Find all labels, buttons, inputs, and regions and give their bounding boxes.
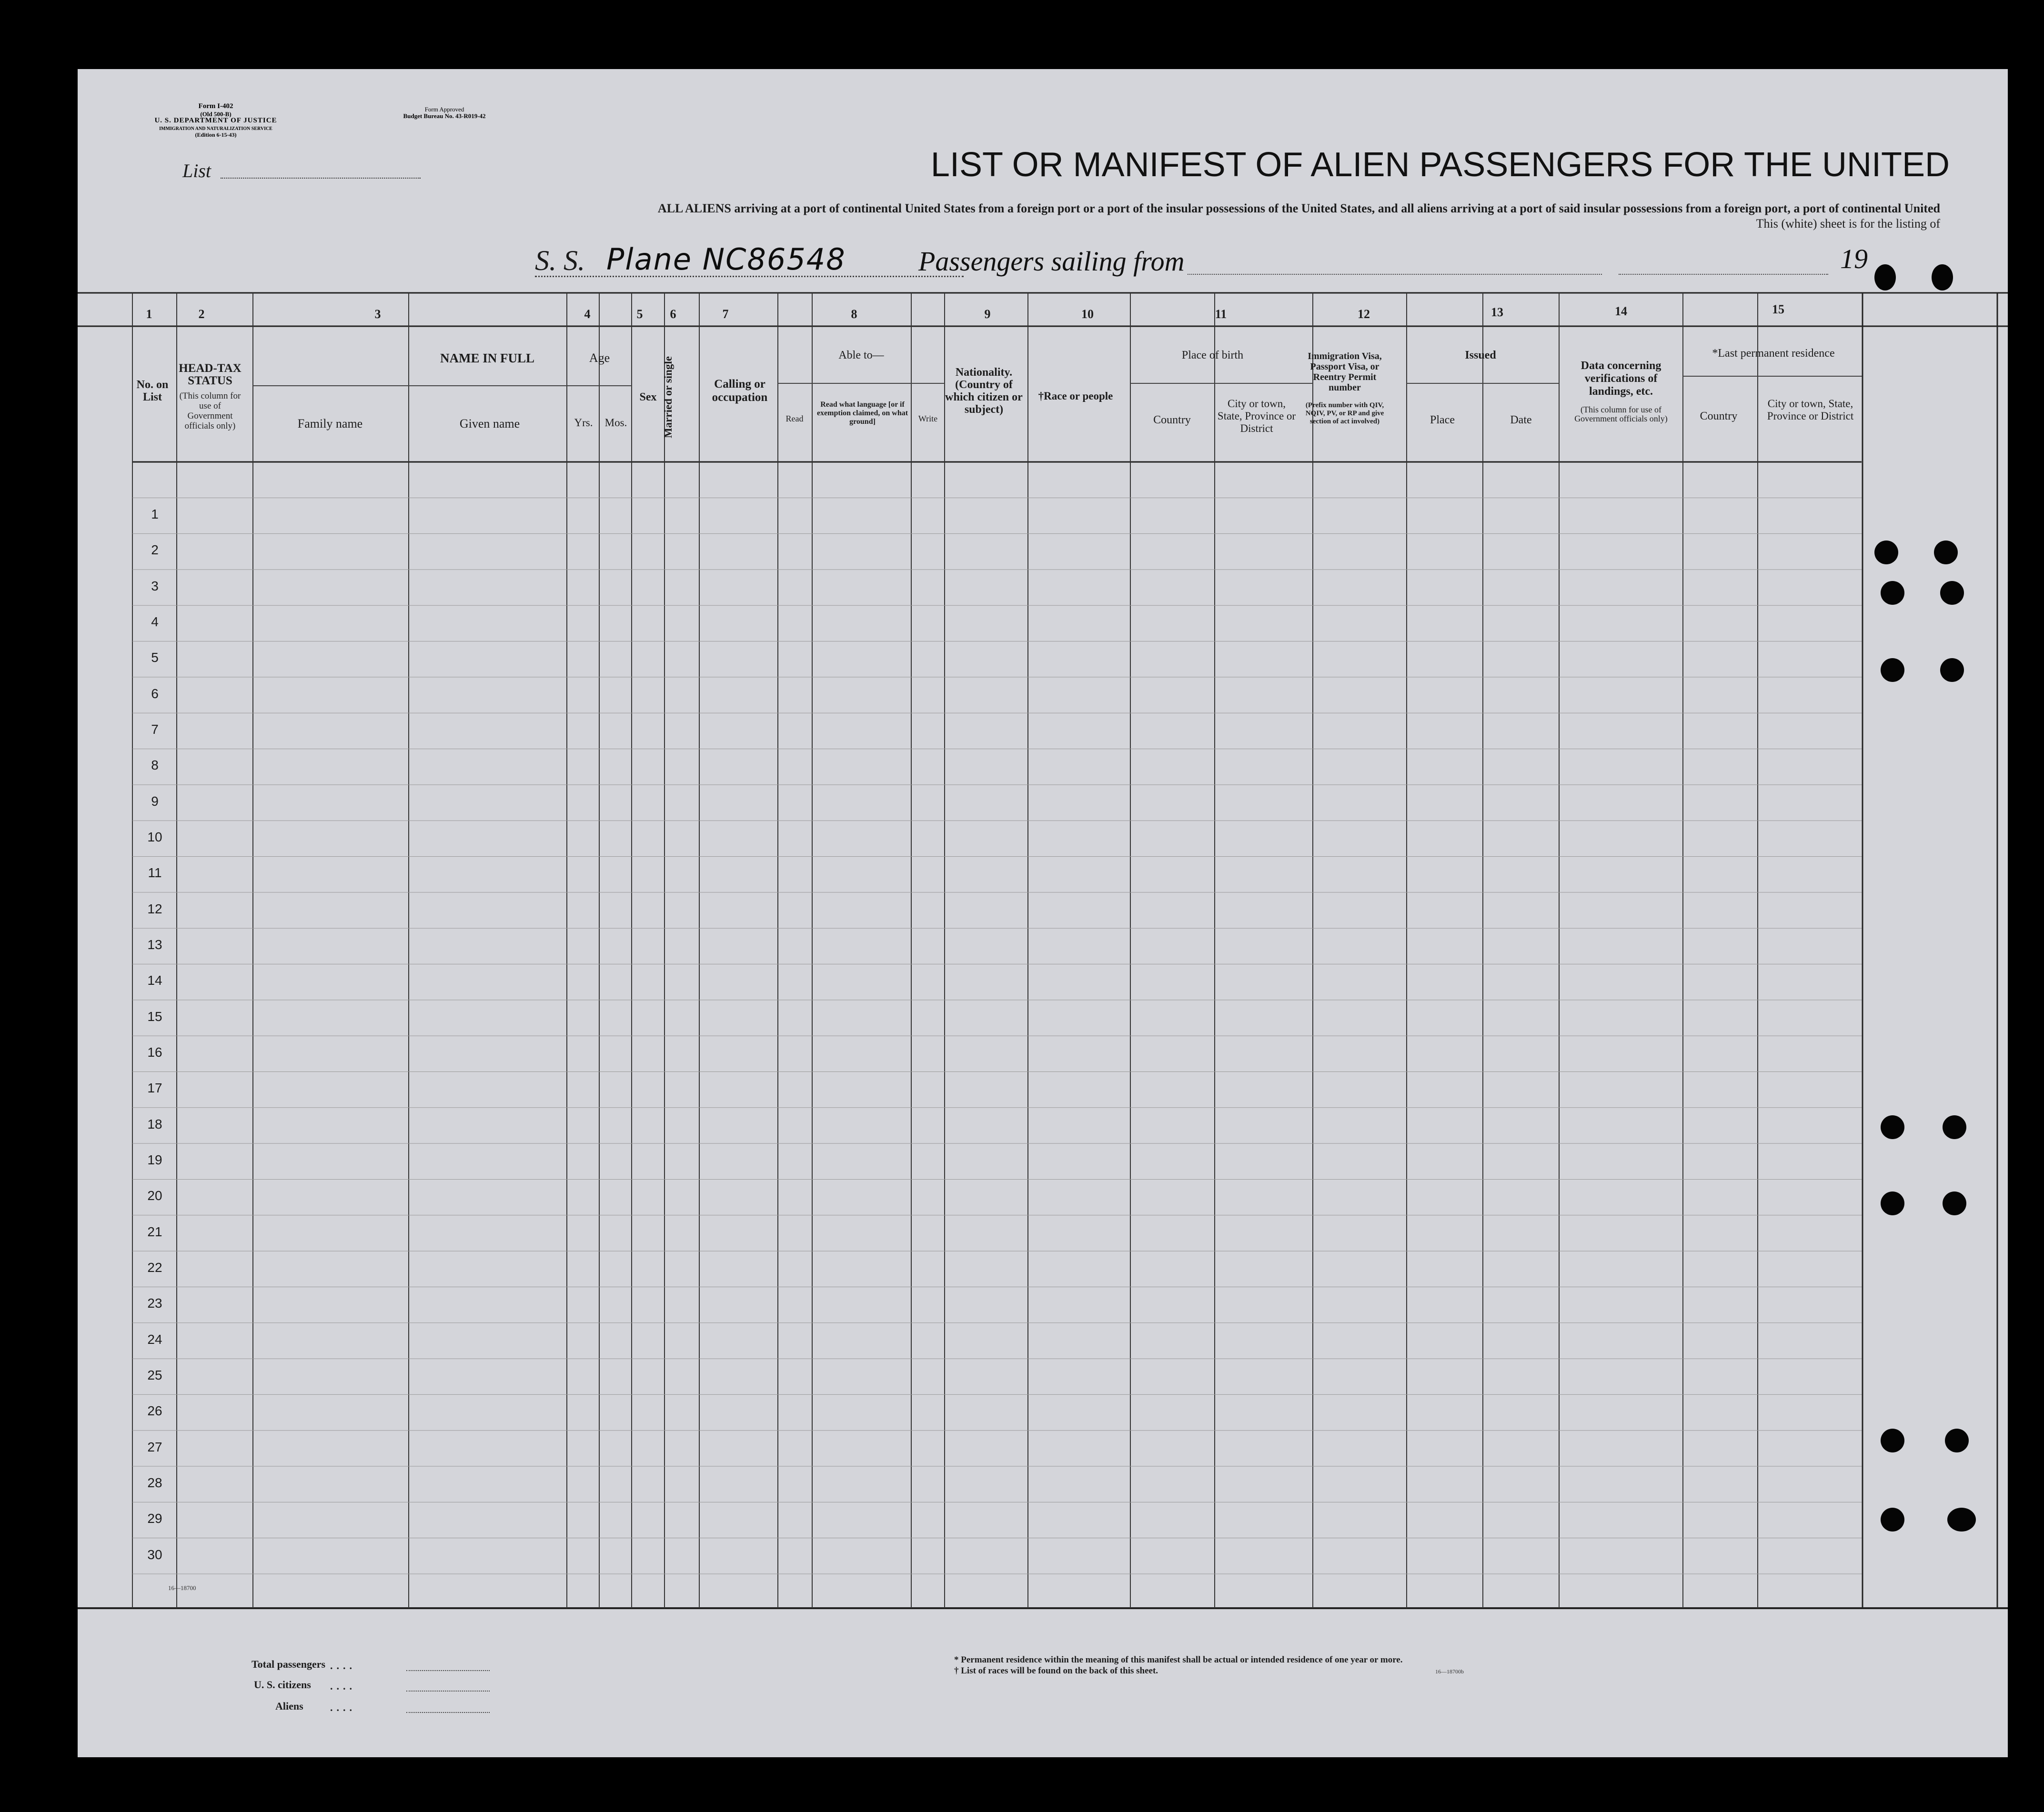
hdr-pob-city: City or town, State, Province or District bbox=[1217, 398, 1296, 434]
col-num-4: 4 bbox=[584, 307, 591, 321]
col-num-12: 12 bbox=[1358, 307, 1370, 321]
old-form-number: (Old 500-B) bbox=[200, 110, 232, 118]
col-num-15: 15 bbox=[1772, 302, 1784, 316]
row-number: 18 bbox=[147, 1116, 162, 1131]
row-number: 5 bbox=[151, 650, 159, 665]
punch-hole bbox=[1945, 1429, 1969, 1452]
aliens-label: Aliens bbox=[275, 1700, 303, 1712]
punch-hole bbox=[1881, 658, 1904, 682]
col-num-7: 7 bbox=[722, 307, 729, 321]
form-code-left: 16—18700 bbox=[168, 1584, 196, 1592]
row-number: 22 bbox=[147, 1260, 162, 1275]
footnote-permanent: * Permanent residence within the meaning of this manifest shall be actual or intended residence of one year or more. bbox=[954, 1655, 1403, 1665]
hdr-yrs: Yrs. bbox=[574, 417, 593, 429]
punch-hole bbox=[1881, 581, 1904, 605]
row-number: 27 bbox=[147, 1439, 162, 1454]
row-number: 7 bbox=[151, 722, 159, 737]
row-number: 20 bbox=[147, 1188, 162, 1203]
row-number: 28 bbox=[147, 1475, 162, 1490]
row-number: 6 bbox=[151, 686, 159, 701]
col-num-9: 9 bbox=[984, 307, 991, 321]
row-number: 23 bbox=[147, 1296, 162, 1311]
row-number: 14 bbox=[147, 973, 162, 988]
punch-hole bbox=[1874, 541, 1898, 564]
hdr-married-or-single: Married or single bbox=[662, 356, 674, 439]
hdr-race: †Race or people bbox=[1038, 390, 1113, 402]
punch-hole bbox=[1881, 1115, 1904, 1139]
hdr-place-of-birth: Place of birth bbox=[1181, 349, 1244, 361]
row-number: 3 bbox=[151, 578, 159, 593]
hdr-sex: Sex bbox=[639, 391, 657, 403]
subtitle-line-2: This (white) sheet is for the listing of bbox=[1756, 217, 1940, 230]
dots-3: .... bbox=[330, 1702, 356, 1713]
subtitle-line-1: ALL ALIENS arriving at a port of continental United States from a foreign port or a port of the insular possessions of the United States, and all aliens arriving at a port of said insular possessions from a foreign port, a port of continental United bbox=[657, 201, 1940, 215]
edition: (Edition 6-15-43) bbox=[195, 131, 237, 138]
col-num-8: 8 bbox=[851, 307, 857, 321]
punch-hole bbox=[1940, 658, 1964, 682]
hdr-head-tax: HEAD-TAX STATUS bbox=[179, 362, 242, 387]
passengers-sailing-label: Passengers sailing from bbox=[918, 246, 1185, 277]
hdr-given-name: Given name bbox=[459, 417, 520, 430]
col-num-5: 5 bbox=[636, 307, 643, 321]
footnote-code: 16—18700b bbox=[1435, 1668, 1464, 1675]
hdr-family-name: Family name bbox=[297, 417, 363, 430]
punch-hole bbox=[1932, 264, 1953, 290]
hdr-calling: Calling or occupation bbox=[712, 378, 768, 404]
hdr-pob-country: Country bbox=[1153, 414, 1191, 426]
hdr-age: Age bbox=[589, 351, 610, 365]
row-number: 26 bbox=[147, 1403, 162, 1419]
form-number: Form I-402 bbox=[198, 102, 233, 110]
row-number: 9 bbox=[151, 793, 159, 809]
col-num-14: 14 bbox=[1615, 304, 1627, 318]
punch-hole bbox=[1934, 541, 1958, 564]
col-num-2: 2 bbox=[198, 307, 205, 321]
us-citizens-line bbox=[406, 1691, 490, 1692]
row-number: 30 bbox=[147, 1547, 162, 1562]
row-number: 29 bbox=[147, 1511, 162, 1526]
us-citizens-label: U. S. citizens bbox=[254, 1679, 311, 1691]
hdr-issued-date: Date bbox=[1510, 414, 1532, 426]
row-number: 21 bbox=[147, 1224, 162, 1239]
ship-name-handwritten: Plane NC86548 bbox=[606, 242, 846, 277]
list-label: List bbox=[182, 160, 211, 181]
row-number: 4 bbox=[151, 614, 159, 630]
total-passengers-line bbox=[406, 1670, 490, 1671]
hdr-nationality: Nationality. (Country of which citizen or subject) bbox=[945, 366, 1023, 416]
aliens-line bbox=[406, 1712, 490, 1713]
row-number: 25 bbox=[147, 1367, 162, 1382]
hdr-lr-city: City or town, State, Province or District bbox=[1767, 398, 1854, 422]
footnote-races: † List of races will be found on the back of this sheet. bbox=[954, 1666, 1158, 1676]
row-number: 1 bbox=[151, 507, 159, 522]
hdr-no-on-list: No. on List bbox=[136, 379, 169, 403]
row-number: 12 bbox=[147, 901, 162, 916]
col-num-13: 13 bbox=[1491, 305, 1503, 319]
page-title: LIST OR MANIFEST OF ALIEN PASSENGERS FOR THE UNITED bbox=[930, 146, 1950, 184]
hdr-lr-country: Country bbox=[1700, 410, 1738, 422]
punch-hole bbox=[1940, 581, 1964, 605]
row-number: 13 bbox=[147, 937, 162, 952]
row-number: 17 bbox=[147, 1081, 162, 1096]
dots-1: .... bbox=[330, 1660, 356, 1672]
col-num-3: 3 bbox=[374, 307, 381, 321]
row-number: 11 bbox=[148, 865, 162, 881]
table-grid bbox=[78, 69, 2008, 1757]
hdr-head-tax-note: (This column for use of Government officials only) bbox=[179, 391, 241, 431]
hdr-last-residence: *Last permanent residence bbox=[1712, 347, 1835, 360]
hdr-read: Read bbox=[785, 414, 804, 423]
row-number: 2 bbox=[151, 542, 159, 558]
row-number: 10 bbox=[147, 830, 162, 845]
service: IMMIGRATION AND NATURALIZATION SERVICE bbox=[159, 126, 272, 131]
punch-hole bbox=[1874, 264, 1896, 290]
year-label: 19 bbox=[1840, 243, 1868, 274]
punch-hole bbox=[1881, 1429, 1904, 1452]
col-num-6: 6 bbox=[670, 307, 676, 321]
total-passengers-label: Total passengers bbox=[252, 1658, 326, 1670]
punch-hole bbox=[1881, 1508, 1904, 1532]
punch-hole bbox=[1947, 1508, 1976, 1532]
hdr-read-language: Read what language [or if exemption claimed, on what ground] bbox=[816, 400, 908, 426]
hdr-visa: Immigration Visa, Passport Visa, or Reentry Permit number bbox=[1308, 351, 1382, 393]
hdr-write: Write bbox=[918, 414, 938, 423]
hdr-issued: Issued bbox=[1465, 349, 1496, 361]
dots-2: .... bbox=[330, 1680, 356, 1692]
department: U. S. DEPARTMENT OF JUSTICE bbox=[154, 117, 277, 124]
col-num-1: 1 bbox=[146, 307, 152, 321]
row-number: 24 bbox=[147, 1331, 162, 1347]
hdr-mos: Mos. bbox=[604, 417, 627, 429]
punch-hole bbox=[1943, 1115, 1966, 1139]
punch-hole bbox=[1943, 1191, 1966, 1215]
ss-label: S. S. bbox=[535, 245, 585, 276]
row-number: 15 bbox=[147, 1009, 162, 1024]
col-num-11: 11 bbox=[1215, 307, 1227, 321]
row-number: 19 bbox=[147, 1152, 162, 1167]
budget-bureau: Budget Bureau No. 43-R019-42 bbox=[403, 112, 486, 120]
punch-hole bbox=[1881, 1191, 1904, 1215]
hdr-visa-note: (Prefix number with QIV, NQIV, PV, or RP and give section of act involved) bbox=[1305, 401, 1384, 425]
hdr-able-to: Able to— bbox=[838, 349, 884, 361]
hdr-issued-place: Place bbox=[1430, 414, 1455, 426]
manifest-sheet bbox=[78, 69, 2008, 1757]
col-num-10: 10 bbox=[1081, 307, 1094, 321]
hdr-name-in-full: NAME IN FULL bbox=[440, 351, 534, 365]
row-number: 8 bbox=[151, 758, 159, 773]
form-approved: Form Approved bbox=[424, 106, 464, 113]
row-number: 16 bbox=[147, 1044, 162, 1060]
hdr-data-landings: Data concerning verifications of landings, etc. bbox=[1581, 360, 1661, 398]
hdr-data-landings-note: (This column for use of Government officials only) bbox=[1574, 405, 1668, 423]
